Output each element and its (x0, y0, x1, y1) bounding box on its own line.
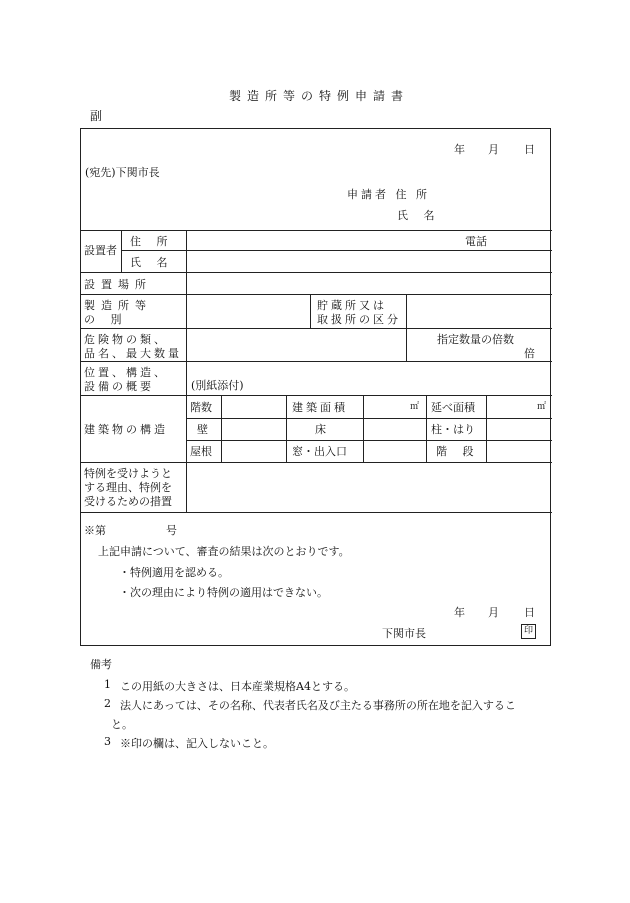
structure-label: 建築物の構造 (84, 423, 168, 436)
category-label-2: の 別 (84, 313, 128, 326)
seal-mark: 印 (521, 624, 536, 639)
note-3-text: ※印の欄は、記入しないこと。 (120, 737, 274, 750)
hazard-label-1: 危険物の類、 (84, 333, 168, 346)
note-1-text: この用紙の大きさは、日本産業規格A4とする。 (120, 680, 355, 693)
addressee: (宛先)下関市長 (85, 166, 160, 179)
number-prefix: ※第 (84, 524, 106, 537)
reason-label-1: 特例を受けようと (84, 467, 172, 480)
building-area-label: 建築面積 (292, 401, 348, 414)
floor-label: 床 (315, 423, 326, 436)
date-day: 日 (524, 143, 535, 156)
category-label-1: 製造所等 (84, 299, 152, 312)
note-2-number: 2 (104, 697, 111, 710)
result-year: 年 (454, 606, 465, 619)
result-option-2: ・次の理由により特例の適用はできない。 (119, 586, 328, 599)
date-month: 月 (488, 143, 499, 156)
multiple-label: 指定数量の倍数 (437, 333, 514, 346)
attached-note: (別紙添付) (191, 379, 244, 392)
note-2-continuation: と。 (111, 718, 133, 731)
note-2-text: 法人にあっては、その名称、代表者氏名及び主たる事務所の所在地を記入するこ (120, 699, 516, 712)
total-area-label: 延べ面積 (431, 401, 475, 414)
wall-label: 壁 (197, 423, 208, 436)
installer-name-label: 氏 名 (130, 256, 174, 269)
floors-label: 階数 (190, 401, 212, 414)
note-1-number: 1 (104, 678, 111, 691)
location-label: 設置場所 (84, 278, 152, 291)
number-suffix: 号 (166, 524, 177, 537)
result-month: 月 (488, 606, 499, 619)
stairs-label: 階 段 (436, 445, 480, 458)
multiple-unit: 倍 (524, 347, 535, 360)
installer-address-label: 住 所 (130, 235, 174, 248)
document-title: 製造所等の特例申請書 (229, 89, 410, 103)
note-3-number: 3 (104, 735, 111, 748)
position-label-2: 設備の概要 (84, 380, 154, 393)
applicant-name-label: 氏 名 (397, 209, 441, 222)
pillar-label: 柱・はり (431, 423, 475, 436)
applicant-address-label: 申請者 住 所 (347, 188, 430, 201)
position-label-1: 位置、構造、 (84, 366, 168, 379)
installer-label: 設置者 (84, 244, 117, 257)
notes-heading: 備考 (90, 658, 112, 671)
result-day: 日 (524, 606, 535, 619)
result-option-1: ・特例適用を認める。 (119, 566, 229, 579)
hazard-label-2: 品名、最大数量 (84, 347, 182, 360)
copy-mark: 副 (90, 109, 103, 123)
storage-label-1: 貯蔵所又は (317, 299, 387, 312)
reason-label-3: 受けるための措置 (84, 495, 172, 508)
storage-label-2: 取扱所の区分 (317, 313, 401, 326)
result-statement: 上記申請について、審査の結果は次のとおりです。 (98, 545, 350, 558)
date-year: 年 (454, 143, 465, 156)
window-label: 窓・出入口 (292, 445, 347, 458)
reason-label-2: する理由、特例を (84, 481, 172, 494)
signer-label: 下関市長 (382, 627, 426, 640)
building-area-unit: ㎡ (410, 402, 420, 412)
roof-label: 屋根 (190, 445, 212, 458)
phone-label: 電話 (465, 235, 487, 248)
total-area-unit: ㎡ (537, 402, 547, 412)
